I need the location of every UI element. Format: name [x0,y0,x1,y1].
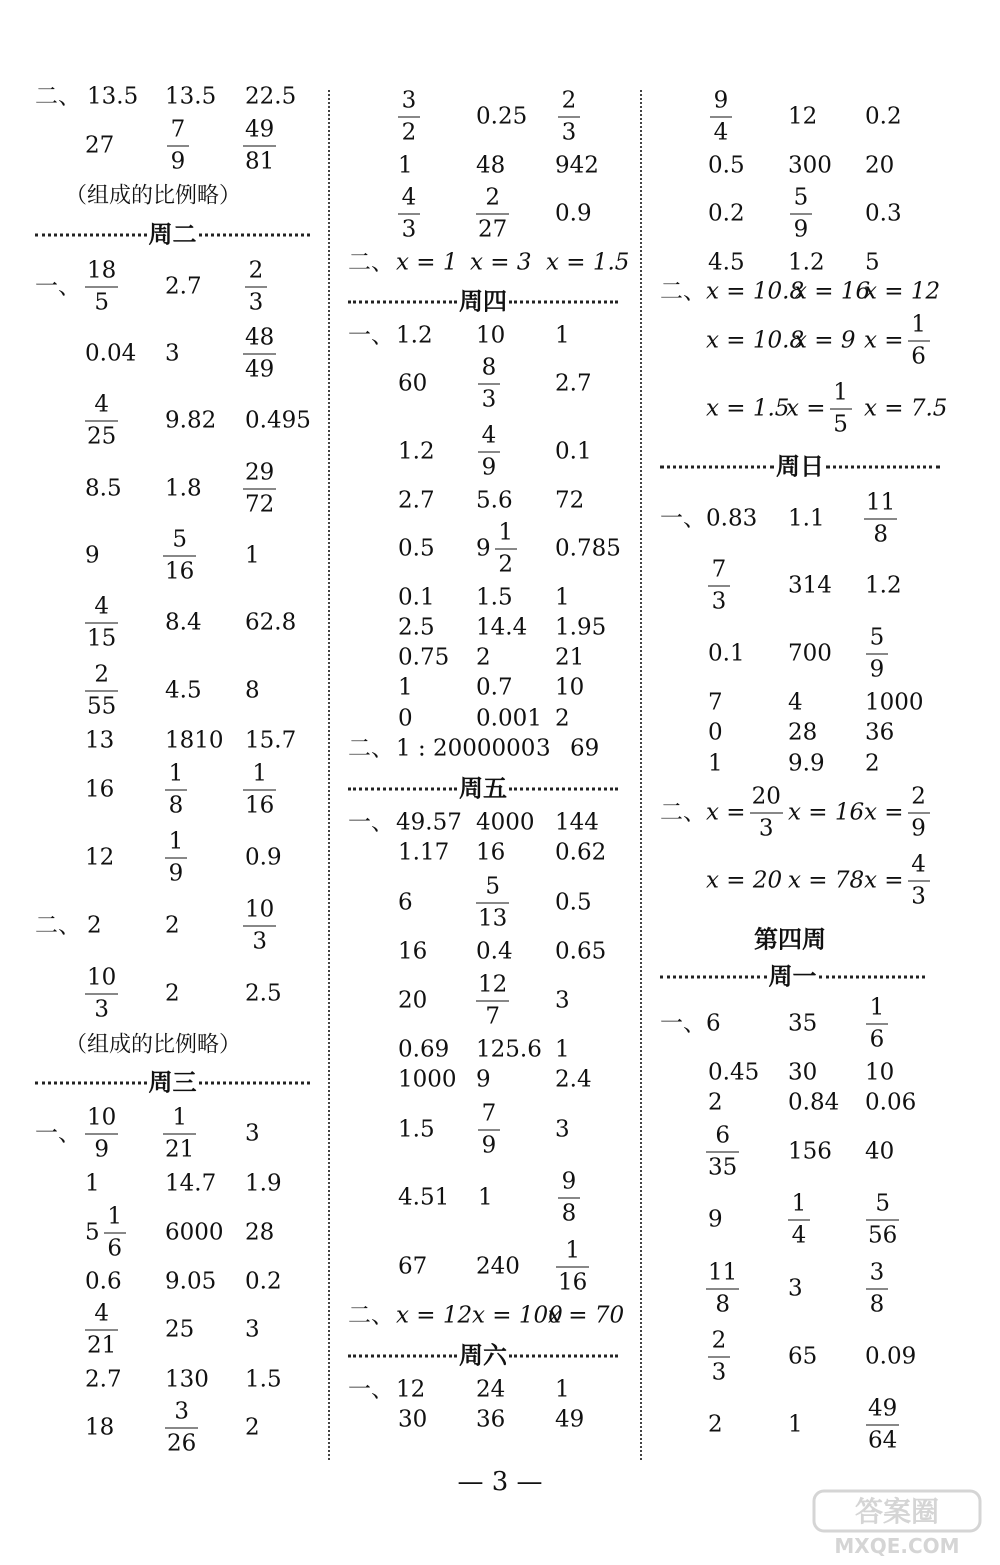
answer-value: 24 [476,1376,506,1403]
answer-value: 3 [245,1316,260,1343]
answer-value: 3 [245,1120,260,1147]
answer-value: 36 [476,1406,506,1433]
answer-value: 72 [555,487,585,514]
section-marker: 二、 [35,912,81,939]
answer-value: 0.2 [245,1268,282,1295]
fraction: $\frac{7}{3}$ [708,559,730,614]
column-divider [640,90,642,1460]
fraction: $\frac{12}{7}$ [478,971,508,1030]
answer-value: 1000 [865,689,924,716]
answer-value: 942 [555,152,599,179]
section-marker: 一、 [660,1010,706,1037]
answer-value: 22.5 [245,83,297,110]
fraction: $\frac{4}{25}$ [87,391,117,450]
answer-value: 8 [245,677,260,704]
equation-answer: x = 10.8 [706,278,805,305]
answer-value: 0.84 [788,1089,840,1116]
fraction: $\frac{49}{64}$ [868,1395,898,1454]
answer-value: 156 [788,1138,832,1165]
answer-value: 0.69 [398,1036,450,1063]
answer-value: 0.001 [476,705,542,732]
answer-value: 10 [555,674,585,701]
fraction: $\frac{1}{21}$ [165,1104,195,1163]
fraction: $\frac{18}{5}$ [87,257,117,316]
equation-answer: x = 1 [396,249,458,276]
answer-value: 9 [476,1066,491,1093]
section-marker: 一、 [348,1376,394,1403]
equation-answer: x = 78 [788,867,865,894]
fraction: $\frac{1}{8}$ [165,763,187,818]
answer-value: 1.5 [398,1116,435,1143]
fraction: $\frac{4}{3}$ [398,187,420,242]
answer-value: 1 [245,542,260,569]
answer-value: 0.06 [865,1089,917,1116]
section-marker: 二、 [348,735,394,762]
section-marker: 一、 [348,322,394,349]
answer-value: 30 [398,1406,428,1433]
answer-value: 1 [708,750,723,777]
answer-value: 14.7 [165,1170,217,1197]
answer-value: 21 [555,644,585,671]
note-text: （组成的比例略） [65,183,242,209]
equation-answer: x = 9 [794,327,856,354]
answer-value: 144 [555,809,599,836]
equation-answer: x = 100 [472,1302,563,1329]
fraction: $\frac{29}{72}$ [245,459,275,518]
section-marker: 二、 [660,278,706,305]
answer-value: 0.7 [476,674,513,701]
answer-value: 67 [398,1253,428,1280]
answer-value: 3 [555,987,570,1014]
answer-value: 1.2 [398,438,435,465]
section-marker: 二、 [348,249,394,276]
answer-value: 1 [398,152,413,179]
fraction: $\frac{5}{9}$ [866,627,888,682]
equation-answer: x = 7.5 [864,395,948,422]
fraction: $\frac{2}{3}$ [558,90,580,145]
answer-value: 9 [708,1206,723,1233]
answer-value: 2 [165,980,180,1007]
answer-value: 3 [165,340,180,367]
answer-value: 62.8 [245,609,297,636]
note-text: （组成的比例略） [65,1032,242,1058]
fraction: $\frac{7}{9}$ [478,1103,500,1158]
fraction: $\frac{1}{4}$ [788,1193,810,1248]
section-header-monday: 周一 [660,957,925,992]
answer-value: 0.04 [85,340,137,367]
section-marker: 一、 [35,273,81,300]
answer-value: 4.5 [708,249,745,276]
answer-value: 13.5 [87,83,139,110]
answer-value: 12 [85,844,115,871]
answer-value: 7 [708,689,723,716]
equation-fraction: x = $\frac{2}{9}$ [864,786,930,841]
fraction: $\frac{5}{9}$ [790,187,812,242]
section-header-saturday: 周六 [348,1336,618,1371]
answer-value: 9.9 [788,750,825,777]
answer-value: 13 [85,727,115,754]
answer-value: 1 [555,1376,570,1403]
fraction: $\frac{10}{9}$ [87,1104,117,1163]
answer-value: 15.7 [245,727,297,754]
fraction: $\frac{7}{9}$ [167,119,189,174]
watermark-domain: MXQE.COM [834,1534,960,1558]
answer-value: 1 [85,1170,100,1197]
answer-value: 0.1 [555,438,592,465]
answer-value: 10 [476,322,506,349]
fraction: $\frac{9}{4}$ [710,90,732,145]
answer-value: 1 [555,584,570,611]
answer-value: 9 [85,542,100,569]
answer-value: 1.5 [245,1366,282,1393]
equation-answer: x = 20 [706,867,783,894]
equation-answer: x = 12 [864,278,941,305]
equation-answer: x = 70 [548,1302,625,1329]
answer-value: 0.25 [476,103,528,130]
section-header-friday: 周五 [348,769,618,804]
equation-answer: x = 12 [396,1302,473,1329]
fraction: $\frac{1}{16}$ [245,760,275,819]
answer-value: 1.2 [865,572,902,599]
section-header-tuesday: 周二 [35,215,310,250]
ratio-answer: 1 : 2000000 [396,735,536,762]
answer-value: 1810 [165,727,224,754]
fraction: $\frac{11}{8}$ [708,1259,738,1318]
answer-value: 69 [570,735,600,762]
answer-value: 60 [398,370,428,397]
equation-answer: x = 16 [794,278,871,305]
answer-value: 16 [398,938,428,965]
answer-value: 1.9 [245,1170,282,1197]
answer-value: 2.4 [555,1066,592,1093]
fraction: $\frac{2}{3}$ [708,1330,730,1385]
answer-value: 2 [245,1414,260,1441]
section-header-wednesday: 周三 [35,1063,310,1098]
equation-answer: x = 10.8 [706,327,805,354]
section-marker: 一、 [660,505,706,532]
answer-value: 8.4 [165,609,202,636]
answer-value: 0.5 [555,889,592,916]
answer-value: 4.5 [165,677,202,704]
section-marker: 一、 [35,1120,81,1147]
answer-value: 1.95 [555,614,607,641]
answer-value: 314 [788,572,832,599]
fraction: $\frac{10}{3}$ [87,964,117,1023]
answer-value: 1 [555,322,570,349]
answer-value: 18 [85,1414,115,1441]
answer-value: 240 [476,1253,520,1280]
answer-value: 0.45 [708,1059,760,1086]
answer-value: 130 [165,1366,209,1393]
answer-value: 0.9 [555,200,592,227]
page-number: — 3 — [457,1467,543,1497]
week-heading: 第四周 [754,925,826,954]
answer-value: 8.5 [85,475,122,502]
fraction: $\frac{5}{56}$ [868,1190,898,1249]
answer-value: 0 [708,719,723,746]
fraction: $\frac{1}{6}$ [866,997,888,1052]
answer-value: 2 [165,912,180,939]
answer-value: 10 [865,1059,895,1086]
fraction: $\frac{4}{21}$ [87,1300,117,1359]
answer-value: 1000 [398,1066,457,1093]
fraction: $\frac{2}{3}$ [245,260,267,315]
equation-answer: x = 1.5 [706,395,790,422]
equation-answer: x = 3 [470,249,532,276]
section-marker: 二、 [35,83,81,110]
answer-value: 0 [398,705,413,732]
answer-value: 4.51 [398,1184,450,1211]
answer-value: 0.6 [85,1268,122,1295]
section-marker: 二、 [348,1302,394,1329]
answer-value: 2.5 [398,614,435,641]
fraction: $\frac{1}{16}$ [558,1237,588,1296]
answer-value: 1.2 [788,249,825,276]
answer-value: 125.6 [476,1036,542,1063]
fraction: $\frac{5}{13}$ [478,873,508,932]
answer-value: 0.9 [245,844,282,871]
answer-value: 1 [555,1036,570,1063]
answer-value: 5 [865,249,880,276]
answer-value: 13.5 [165,83,217,110]
mixed-number: 9 $\frac{1}{2}$ [476,522,517,577]
answer-value: 1.5 [476,584,513,611]
answer-value: 2 [708,1089,723,1116]
answer-value: 12 [788,103,818,130]
answer-value: 4 [788,689,803,716]
equation-fraction: x = $\frac{1}{6}$ [864,314,930,369]
fraction: $\frac{6}{35}$ [708,1122,738,1181]
answer-value: 2.7 [555,370,592,397]
answer-value: 300 [788,152,832,179]
answer-value: 2.5 [245,980,282,1007]
fraction: $\frac{48}{49}$ [245,324,275,383]
answer-value: 35 [788,1010,818,1037]
fraction: $\frac{3}{26}$ [167,1398,197,1457]
answer-value: 1 [398,674,413,701]
fraction: $\frac{2}{27}$ [478,184,508,243]
answer-value: 0.2 [708,200,745,227]
answer-value: 1.1 [788,505,825,532]
answer-value: 20 [398,987,428,1014]
answer-value: 2.7 [85,1366,122,1393]
equation-fraction: x = $\frac{20}{3}$ [706,783,781,842]
answer-value: 2 [708,1411,723,1438]
answer-value: 28 [245,1219,275,1246]
answer-value: 1 [478,1184,493,1211]
fraction: $\frac{4}{15}$ [87,593,117,652]
answer-value: 6 [706,1010,721,1037]
answer-value: 4000 [476,809,535,836]
answer-value: 3 [788,1275,803,1302]
answer-value: 12 [396,1376,426,1403]
answer-value: 0.4 [476,938,513,965]
answer-value: 0.65 [555,938,607,965]
answer-value: 2 [865,750,880,777]
answer-value: 5.6 [476,487,513,514]
fraction: $\frac{2}{55}$ [87,661,117,720]
equation-fraction: x = $\frac{4}{3}$ [864,854,930,909]
answer-value: 0.09 [865,1343,917,1370]
answer-value: 27 [85,132,115,159]
answer-value: 0.785 [555,535,621,562]
section-marker: 二、 [660,799,706,826]
answer-value: 49 [555,1406,585,1433]
answer-value: 28 [788,719,818,746]
answer-value: 9.05 [165,1268,217,1295]
equation-fraction: x = $\frac{1}{5}$ [786,382,852,437]
answer-value: 36 [865,719,895,746]
equation-answer: x = 1.5 [546,249,630,276]
column-divider [328,90,330,1460]
equation-answer: x = 16 [788,799,865,826]
answer-value: 0.2 [865,103,902,130]
answer-value: 2.7 [398,487,435,514]
answer-value: 65 [788,1343,818,1370]
answer-value: 2 [476,644,491,671]
answer-value: 0.3 [865,200,902,227]
fraction: $\frac{49}{81}$ [245,116,275,175]
answer-value: 49.57 [396,809,462,836]
fraction: $\frac{9}{8}$ [558,1171,580,1226]
fraction: $\frac{8}{3}$ [478,357,500,412]
mixed-number: 5 $\frac{1}{6}$ [85,1206,126,1261]
fraction: $\frac{3}{8}$ [866,1262,888,1317]
answer-value: 0.1 [398,584,435,611]
answer-value: 0.5 [398,535,435,562]
watermark-logo [812,1489,982,1559]
answer-value: 16 [476,839,506,866]
section-header-sunday: 周日 [660,447,940,482]
fraction: $\frac{5}{16}$ [165,526,195,585]
fraction: $\frac{10}{3}$ [245,896,275,955]
answer-value: 30 [788,1059,818,1086]
answer-value: 0.495 [245,407,311,434]
answer-value: 1 [788,1411,803,1438]
answer-value: 0.5 [708,152,745,179]
answer-value: 9.82 [165,407,217,434]
fraction: $\frac{1}{9}$ [165,831,187,886]
fraction: $\frac{4}{9}$ [478,425,500,480]
section-marker: 一、 [348,809,394,836]
answer-value: 0.62 [555,839,607,866]
answer-value: 2 [87,912,102,939]
answer-value: 0.1 [708,640,745,667]
answer-value: 14.4 [476,614,528,641]
answer-value: 3 [536,735,551,762]
answer-value: 700 [788,640,832,667]
answer-value: 20 [865,152,895,179]
answer-value: 48 [476,152,506,179]
answer-value: 25 [165,1316,195,1343]
watermark-title: 答案圈 [854,1495,940,1528]
answer-value: 0.83 [706,505,758,532]
answer-value: 3 [555,1116,570,1143]
fraction: $\frac{3}{2}$ [398,90,420,145]
answer-value: 40 [865,1138,895,1165]
section-header-thursday: 周四 [348,282,618,317]
answer-value: 1.2 [396,322,433,349]
answer-value: 16 [85,776,115,803]
fraction: $\frac{11}{8}$ [866,489,896,548]
answer-value: 2 [555,705,570,732]
answer-value: 1.8 [165,475,202,502]
answer-value: 6 [398,889,413,916]
answer-value: 1.17 [398,839,450,866]
answer-value: 2.7 [165,273,202,300]
answer-value: 6000 [165,1219,224,1246]
answer-value: 0.75 [398,644,450,671]
